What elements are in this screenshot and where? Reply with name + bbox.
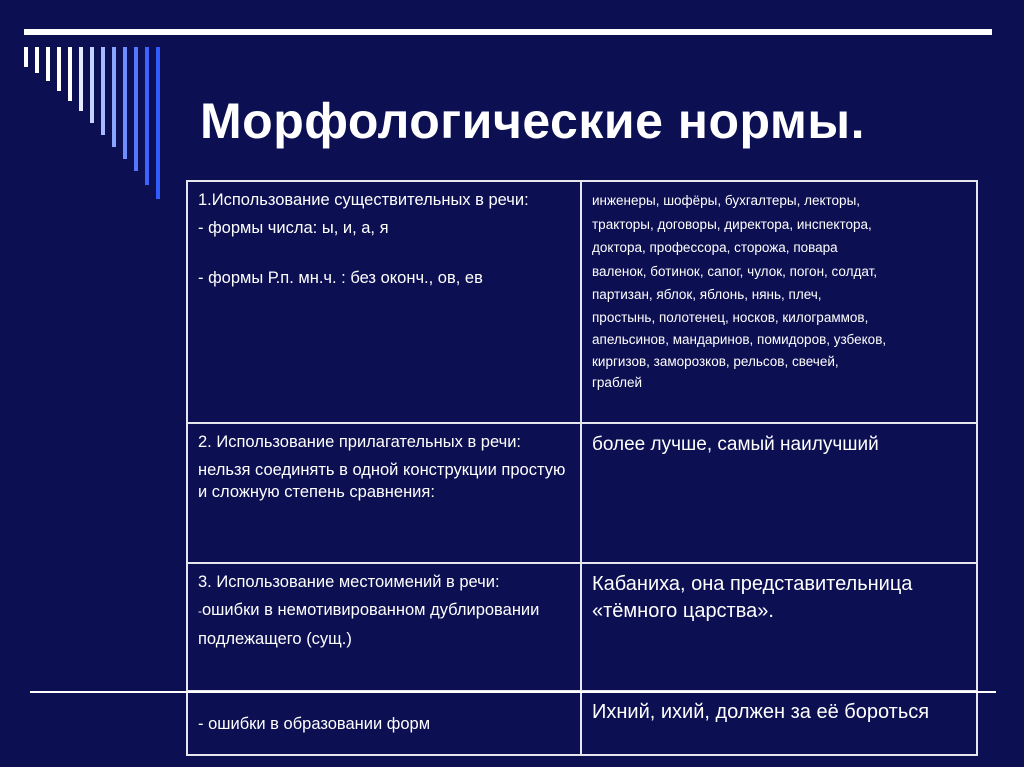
stripe bbox=[101, 47, 105, 135]
stripe bbox=[68, 47, 72, 101]
number-forms: - формы числа: ы, и, а, я bbox=[198, 219, 389, 237]
stripe bbox=[123, 47, 127, 159]
stripe bbox=[112, 47, 116, 147]
adjectives-heading: 2. Использование прилагательных в речи: bbox=[198, 433, 522, 451]
stripe bbox=[90, 47, 94, 123]
example-line: киргизов, заморозков, рельсов, свечей, bbox=[592, 354, 839, 369]
pronouns-error bbox=[198, 599, 570, 622]
pronouns-rule-cell bbox=[187, 563, 581, 691]
table-row bbox=[187, 181, 977, 423]
forms-error-cell: - ошибки в образовании форм bbox=[187, 691, 581, 755]
list-dash: - bbox=[198, 604, 202, 618]
example-line: граблей bbox=[592, 375, 642, 390]
example-line: доктора, профессора, сторожа, повара bbox=[592, 240, 838, 255]
stripe bbox=[46, 47, 50, 81]
genitive-plural-forms: - формы Р.п. мн.ч. : без оконч., ов, ев bbox=[198, 269, 483, 287]
stripe bbox=[145, 47, 149, 185]
example-line: партизан, яблок, яблонь, нянь, плеч, bbox=[592, 287, 822, 302]
nouns-examples-cell bbox=[581, 181, 977, 423]
nouns-rule-cell bbox=[187, 181, 581, 423]
adjectives-rule-cell bbox=[187, 423, 581, 563]
pronouns-error-text: ошибки в немотивированном дублировании bbox=[202, 601, 540, 619]
stripe bbox=[156, 47, 160, 199]
table-row bbox=[187, 423, 977, 563]
slide-title: Морфологические нормы. bbox=[200, 93, 865, 149]
stripe bbox=[134, 47, 138, 171]
spacer bbox=[198, 245, 570, 267]
adjectives-example-cell: более лучше, самый наилучший bbox=[581, 423, 977, 563]
example-line: инженеры, шофёры, бухгалтеры, лекторы, bbox=[592, 193, 861, 208]
table-row bbox=[187, 691, 977, 755]
pronouns-error-cont: подлежащего (сущ.) bbox=[198, 630, 352, 648]
nouns-heading: 1.Использование существительных в речи: bbox=[198, 191, 529, 209]
example-line: валенок, ботинок, сапог, чулок, погон, солдат, bbox=[592, 263, 878, 279]
table-row bbox=[187, 563, 977, 691]
pronouns-heading: 3. Использование местоимений в речи: bbox=[198, 573, 500, 591]
example-line: тракторы, договоры, директора, инспектора, bbox=[592, 216, 872, 232]
pronouns-example-cell: Кабаниха, она представительница «тёмного царства». bbox=[581, 563, 977, 691]
stripe bbox=[35, 47, 39, 73]
example-line: простынь, полотенец, носков, килограммов, bbox=[592, 309, 869, 325]
stripe bbox=[24, 47, 28, 67]
stripe bbox=[57, 47, 61, 91]
bottom-rule bbox=[30, 691, 996, 693]
top-rule bbox=[24, 29, 992, 35]
adjectives-rule: нельзя соединять в одной конструкции простую и сложную степень сравнения: bbox=[198, 461, 566, 501]
forms-example-cell: Ихний, ихий, должен за её бороться bbox=[581, 691, 977, 755]
rules-table bbox=[186, 180, 978, 756]
stripe bbox=[79, 47, 83, 111]
example-line: апельсинов, мандаринов, помидоров, узбеков, bbox=[592, 331, 887, 347]
